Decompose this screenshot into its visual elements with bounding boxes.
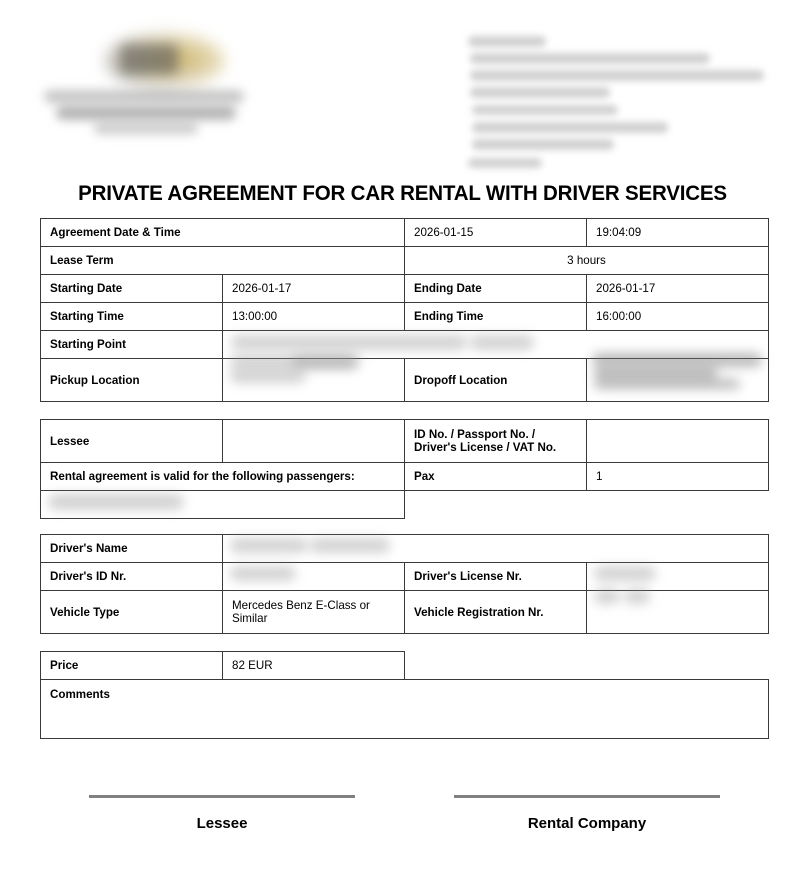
ending-time-value: 16:00:00 [587,303,769,331]
empty-cell [405,652,587,680]
contact-text-line [470,70,764,81]
table-row [41,563,769,591]
identification-value [587,420,769,463]
vehicle-registration-value-redacted [587,591,769,634]
driver-id-value-redacted [223,563,405,591]
logo-text-line [56,106,236,120]
contact-text-line [468,158,542,168]
lessee-details-table [40,419,769,519]
letterhead [0,0,805,172]
agreement-details-table [40,218,769,402]
lessee-value [223,420,405,463]
logo-emblem-core-icon [120,44,178,74]
agreement-date-value: 2026-01-15 [405,219,587,247]
signature-lessee-label: Lessee [196,815,248,832]
driver-vehicle-table [40,534,769,634]
pax-value: 1 [587,463,769,491]
ending-date-value: 2026-01-17 [587,275,769,303]
passenger-name-value-redacted [41,491,405,519]
signature-rental-company [454,795,720,832]
redaction-block [232,365,395,395]
lease-term-value: 3 hours [405,247,769,275]
starting-point-label: Starting Point [41,331,223,359]
starting-time-value: 13:00:00 [223,303,405,331]
contact-text-line [470,87,610,98]
agreement-time-value: 19:04:09 [587,219,769,247]
price-value: 82 EUR [223,652,405,680]
price-comments-table [40,651,769,739]
redaction-block [232,542,759,556]
driver-license-value-redacted [587,563,769,591]
signature-rental-company-label: Rental Company [527,815,647,832]
table-row [41,420,769,463]
driver-name-label: Driver's Name [41,535,223,563]
dropoff-location-value-redacted [587,359,769,402]
pax-label: Pax [405,463,587,491]
driver-name-value-redacted [223,535,769,563]
vehicle-type-value: Mercedes Benz E-Class or Similar [223,591,405,634]
signature-section [0,795,805,855]
signature-line[interactable] [89,795,355,798]
redaction-block [596,597,759,627]
ending-time-label: Ending Time [405,303,587,331]
table-row [41,247,769,275]
lease-term-label: Lease Term [41,247,405,275]
passengers-label: Rental agreement is valid for the following passengers: [41,463,405,491]
starting-date-value: 2026-01-17 [223,275,405,303]
redaction-block [232,570,395,584]
table-row [41,275,769,303]
table-row [41,591,769,634]
pickup-location-value-redacted [223,359,405,402]
vehicle-registration-label: Vehicle Registration Nr. [405,591,587,634]
table-row [41,680,769,739]
driver-license-label: Driver's License Nr. [405,563,587,591]
ending-date-label: Ending Date [405,275,587,303]
table-row [41,303,769,331]
table-row [41,491,769,519]
comments-label: Comments [41,680,769,739]
table-row [41,359,769,402]
redaction-block [596,570,759,584]
contact-text-line [472,139,614,150]
redaction-block [50,498,395,512]
contact-text-line [468,36,546,47]
contact-text-line [470,53,710,64]
page-title: PRIVATE AGREEMENT FOR CAR RENTAL WITH DRIVER SERVICES [78,181,727,205]
contact-text-line [472,105,618,115]
logo-text-line [94,123,198,134]
vehicle-type-label: Vehicle Type [41,591,223,634]
price-label: Price [41,652,223,680]
redaction-block [232,338,759,352]
table-row [41,652,769,680]
identification-label [405,420,587,463]
table-row [41,219,769,247]
company-logo-redacted [42,28,292,140]
dropoff-location-label: Dropoff Location [405,359,587,402]
signature-lessee [89,795,355,832]
table-row [41,535,769,563]
empty-cell [405,491,587,519]
logo-text-line [44,90,244,103]
lessee-label: Lessee [41,420,223,463]
contact-text-line [472,122,668,133]
starting-date-label: Starting Date [41,275,223,303]
identification-label-line1: ID No. / Passport No. / [414,428,536,441]
empty-cell [587,652,769,680]
agreement-datetime-label: Agreement Date & Time [41,219,405,247]
driver-id-label: Driver's ID Nr. [41,563,223,591]
company-contact-details-redacted [466,34,778,174]
table-row [41,463,769,491]
empty-cell [587,491,769,519]
identification-label-line2: Driver's License / VAT No. [414,441,557,454]
signature-line[interactable] [454,795,720,798]
redaction-block [596,365,759,395]
starting-time-label: Starting Time [41,303,223,331]
pickup-location-label: Pickup Location [41,359,223,402]
